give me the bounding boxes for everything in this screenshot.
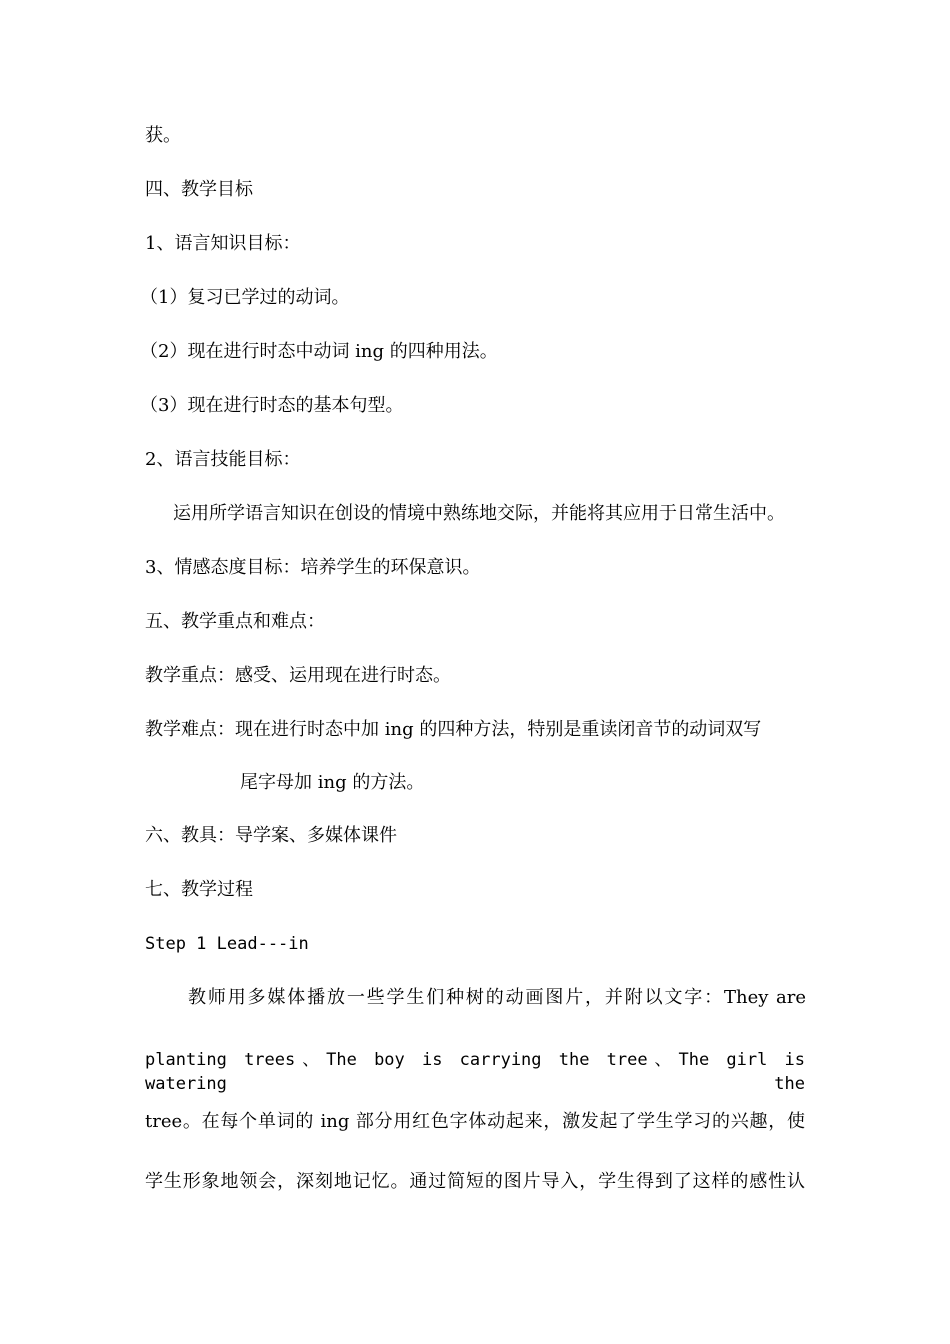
paragraph-line-1: 教师用多媒体播放一些学生们种树的动画图片，并附以文字：They are <box>188 987 806 1008</box>
paragraph-line-2: planting trees、The boy is carrying the tree、The girl is watering the <box>145 1050 805 1094</box>
step-heading: Step 1 Lead---in <box>145 934 309 954</box>
section-heading-teaching-process: 七、教学过程 <box>145 879 253 900</box>
paragraph-line-3: tree。在每个单词的 ing 部分用红色字体动起来，激发起了学生学习的兴趣，使 <box>145 1111 805 1132</box>
subheading-attitude: 3、情感态度目标：培养学生的环保意识。 <box>145 557 481 578</box>
paragraph-language-skills: 运用所学语言知识在创设的情境中熟练地交际，并能将其应用于日常生活中。 <box>173 503 785 524</box>
list-item-1: （1）复习已学过的动词。 <box>140 287 350 308</box>
section-heading-teaching-objectives: 四、教学目标 <box>145 179 253 200</box>
list-item-3: （3）现在进行时态的基本句型。 <box>140 395 404 416</box>
subheading-language-skills: 2、语言技能目标： <box>145 449 301 470</box>
difficulty-line: 教学难点：现在进行时态中加 ing 的四种方法，特别是重读闭音节的动词双写 <box>145 719 762 740</box>
section-heading-key-points: 五、教学重点和难点： <box>145 611 325 632</box>
key-point-line: 教学重点：感受、运用现在进行时态。 <box>145 665 451 686</box>
text-line-continuation: 获。 <box>145 125 181 146</box>
list-item-2: （2）现在进行时态中动词 ing 的四种用法。 <box>140 341 498 362</box>
difficulty-line-continuation: 尾字母加 ing 的方法。 <box>240 772 425 793</box>
paragraph-line-4: 学生形象地领会，深刻地记忆。通过简短的图片导入，学生得到了这样的感性认 <box>145 1171 805 1192</box>
section-heading-teaching-aids: 六、教具：导学案、多媒体课件 <box>145 825 397 846</box>
subheading-language-knowledge: 1、语言知识目标： <box>145 233 301 254</box>
